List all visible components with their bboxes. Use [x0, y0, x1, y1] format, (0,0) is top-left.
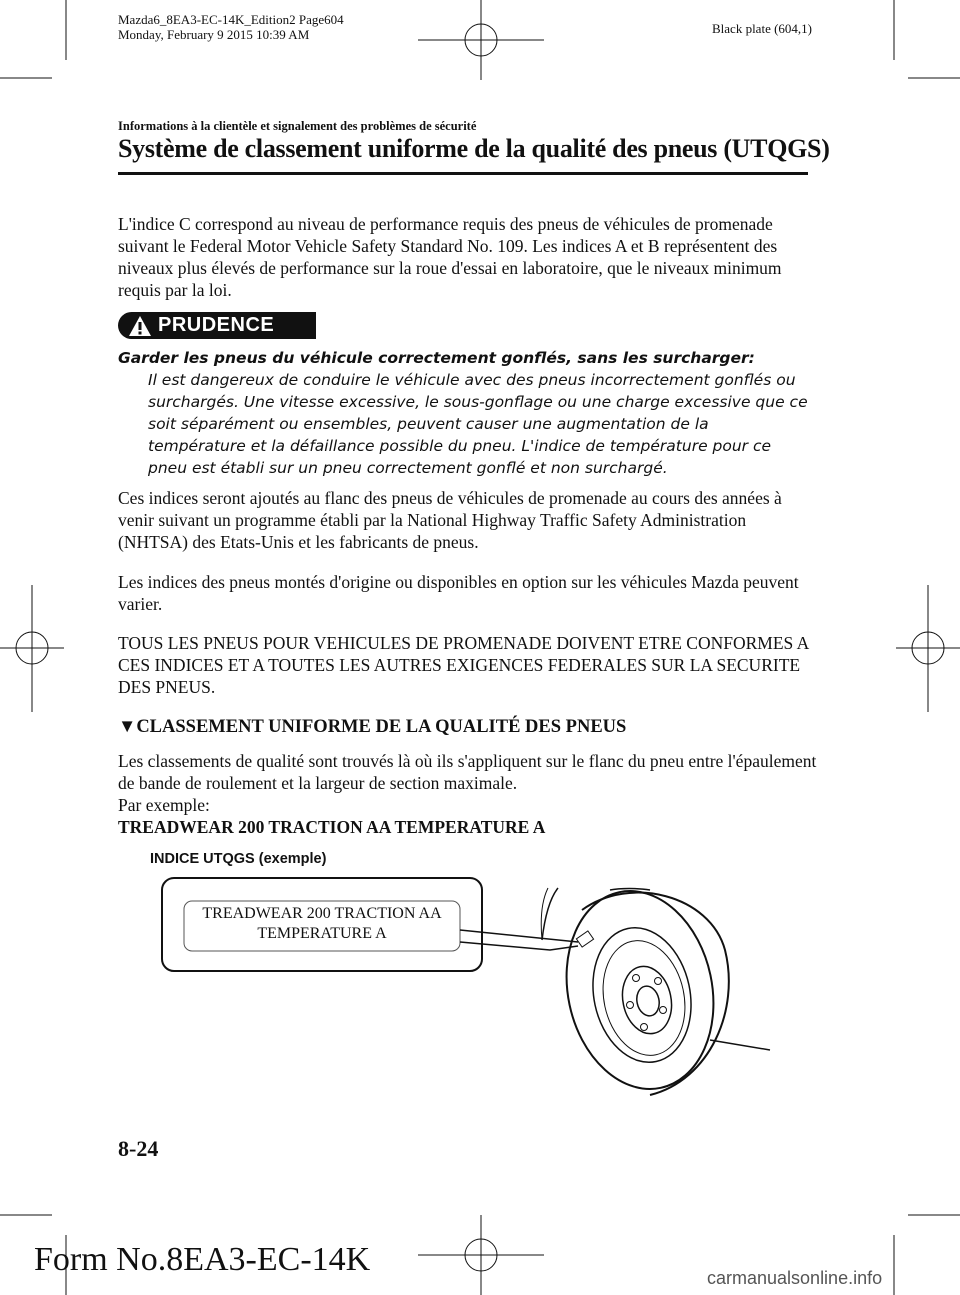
doc-id: Mazda6_8EA3-EC-14K_Edition2 Page604 — [118, 12, 344, 27]
paragraph-5-example: TREADWEAR 200 TRACTION AA TEMPERATURE A — [118, 817, 546, 837]
paragraph-5-text: Les classements de qualité sont trouvés là où ils s'appliquent sur le flanc du pneu entre l'épaulement de bande de roulement et la largeur de section maximale. — [118, 751, 817, 793]
warning-icon — [128, 315, 152, 337]
paragraph-4: TOUS LES PNEUS POUR VEHICULES DE PROMENADE DOIVENT ETRE CONFORMES A CES INDICES ET A TOUTES LES AUTRES EXIGENCES FEDERALES SUR LA SECURITE DES PNEUS. — [118, 633, 809, 697]
title-rule — [118, 172, 808, 175]
page-number: 8-24 — [118, 1136, 159, 1161]
paragraph-5-example-intro: Par exemple: — [118, 795, 210, 815]
page-title: Système de classement uniforme de la qualité des pneus (UTQGS) — [118, 134, 830, 163]
section-label: Informations à la clientèle et signalement des problèmes de sécurité — [118, 119, 477, 133]
caution-body: Il est dangereux de conduire le véhicule avec des pneus incorrectement gonflés ou surchargés. Une vitesse excessive, le sous-gonflage ou une charge excessive que ce soit séparément ou ensembles, peuvent causer une augmentation de la température et la défaillance possible du pneu. L'indice de température pour ce pneu est établi sur un pneu correctement gonflé et non surchargé. — [148, 371, 808, 477]
doc-date: Monday, February 9 2015 10:39 AM — [118, 27, 310, 42]
watermark: carmanualsonline.info — [707, 1268, 883, 1288]
subheading-text: CLASSEMENT UNIFORME DE LA QUALITÉ DES PNEUS — [136, 717, 627, 737]
paragraph-1: L'indice C correspond au niveau de performance requis des pneus de véhicules de promenade suivant le Federal Motor Vehicle Safety Standard No. 109. Les indices A et B représentent des niveaux plus élevés de performance sur la roue d'essai en laboratoire, que le niveaux minimum requis par la loi. — [118, 214, 782, 300]
paragraph-3: Les indices des pneus montés d'origine ou disponibles en option sur les véhicules Mazda peuvent varier. — [118, 572, 799, 614]
caution-badge-label: PRUDENCE — [158, 314, 275, 336]
callout-line-1: TREADWEAR 200 TRACTION AA — [202, 905, 442, 922]
caution-content — [118, 347, 808, 479]
callout-line-2: TEMPERATURE A — [257, 925, 387, 942]
paragraph-2: Ces indices seront ajoutés au flanc des pneus de véhicules de promenade au cours des années à venir suivant un programme établi par la National Highway Traffic Safety Administration (NHTSA) des Etats-Unis et les fabricants de pneus. — [118, 488, 782, 552]
callout-text — [184, 904, 460, 944]
figure-label: INDICE UTQGS (exemple) — [150, 851, 327, 867]
plate-label: Black plate (604,1) — [712, 21, 812, 36]
paragraph-5 — [118, 750, 818, 838]
subheading-marker: ▼ — [118, 717, 137, 737]
subheading — [118, 717, 626, 738]
form-number: Form No.8EA3-EC-14K — [34, 1241, 371, 1278]
caution-heading: Garder les pneus du véhicule correctement gonflés, sans les surcharger: — [118, 349, 755, 367]
